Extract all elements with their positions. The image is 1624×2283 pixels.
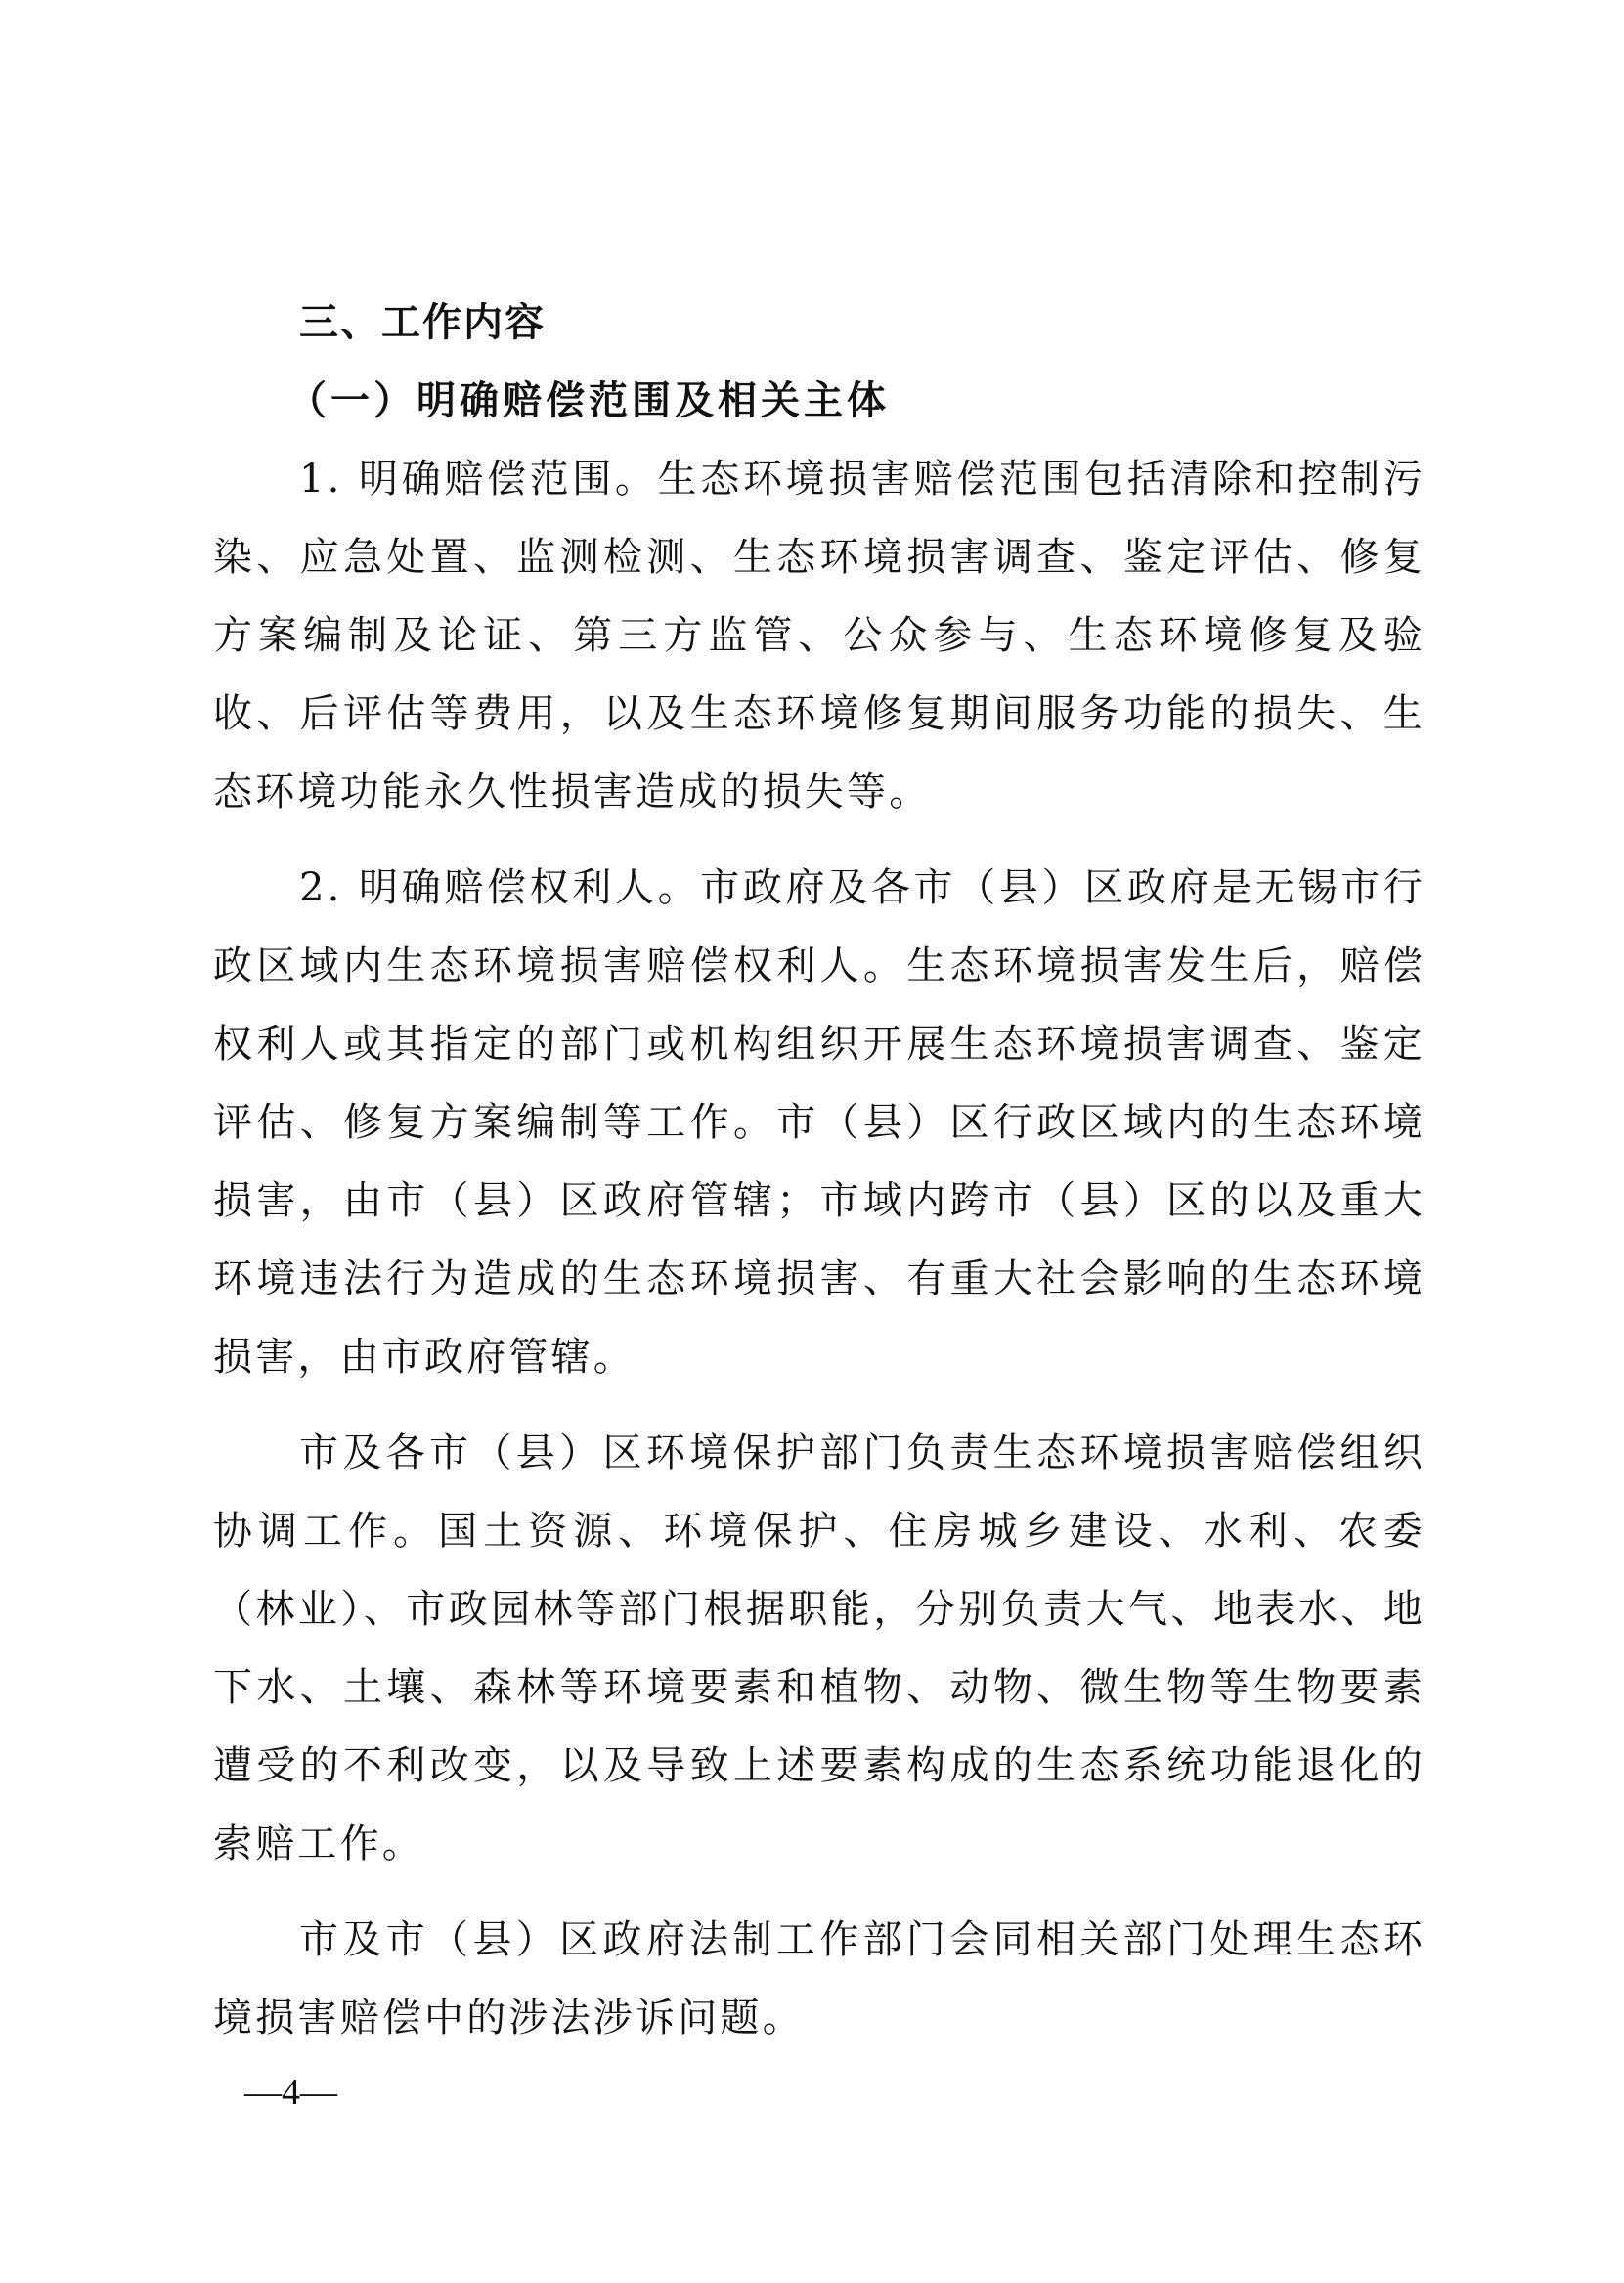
page-number: —4— bbox=[244, 2072, 337, 2113]
section-heading: 三、工作内容 bbox=[299, 300, 546, 345]
paragraph-compensation-rights-holder: 2. 明确赔偿权利人。市政府及各市（县）区政府是无锡市行政区域内生态环境损害赔偿权利人。生态环境损害发生后，赔偿权利人或其指定的部门或机构组织开展生态环境损害调查、鉴定评估、修复方案编制等工作。市（县）区行政区域内的生态环境损害，由市（县）区政府管辖；市域内跨市（县）区的以及重大环境违法行为造成的生态环境损害、有重大社会影响的生态环境损害，由市政府管辖。 bbox=[213, 865, 1426, 1380]
subsection-heading: （一）明确赔偿范围及相关主体 bbox=[287, 378, 890, 423]
paragraph-environmental-departments: 市及各市（县）区环境保护部门负责生态环境损害赔偿组织协调工作。国土资源、环境保护、住房城乡建设、水利、农委（林业）、市政园林等部门根据职能，分别负责大气、地表水、地下水、土壤、森林等环境要素和植物、动物、微生物等生物要素遭受的不利改变，以及导致上述要素构成的生态系统功能退化的索赔工作。 bbox=[213, 1430, 1426, 1866]
paragraph-legal-affairs: 市及市（县）区政府法制工作部门会同相关部门处理生态环境损害赔偿中的涉法涉诉问题。 bbox=[213, 1917, 1426, 2041]
paragraph-compensation-scope: 1. 明确赔偿范围。生态环境损害赔偿范围包括清除和控制污染、应急处置、监测检测、生态环境损害调查、鉴定评估、修复方案编制及论证、第三方监管、公众参与、生态环境修复及验收、后评估等费用，以及生态环境修复期间服务功能的损失、生态环境功能永久性损害造成的损失等。 bbox=[213, 457, 1426, 814]
document-body bbox=[213, 284, 1426, 2057]
